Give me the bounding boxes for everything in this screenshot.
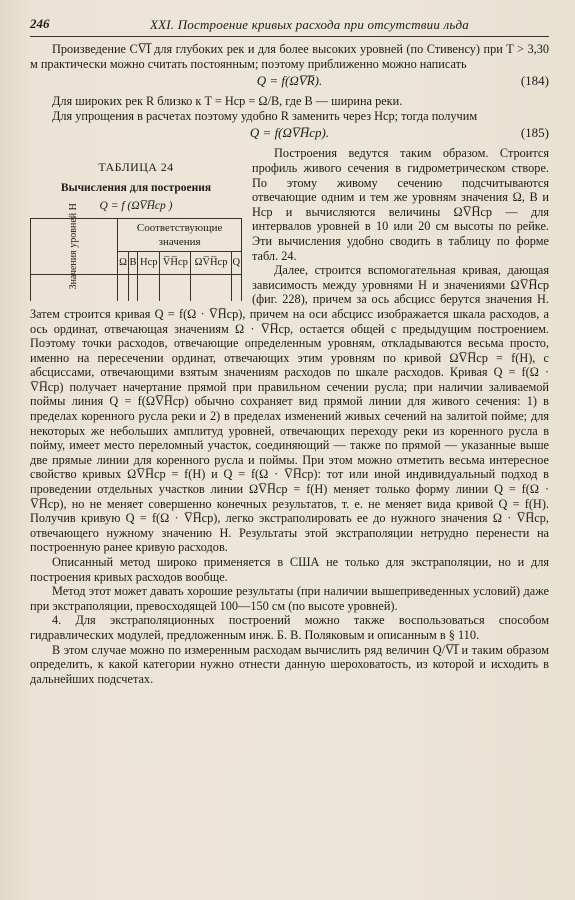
paragraph-9: В этом случае можно по измеренным расходам вычислить ряд величин Q/V̅I̅ и таким образом определить, к какой категории нужно отнести данную шероховатость, из которой и исходить в дальнейших подсчетах.: [30, 642, 549, 686]
paragraph-2: Для широких рек R близко к T = Hср = Ω/B, где B — ширина реки.: [52, 94, 403, 109]
col-header-b: B: [128, 252, 138, 275]
col-header-sqrt-hsr: V̅H̅ср: [160, 252, 191, 275]
empty-cell: [191, 275, 231, 302]
table-24: [30, 160, 242, 301]
equation-185: [30, 124, 549, 144]
empty-cell: [118, 275, 128, 302]
empty-cell: [138, 275, 160, 302]
col-header-omega: Ω: [118, 252, 128, 275]
row-header-text: Значения уровней H: [67, 203, 79, 290]
equation-185-number: (185): [520, 125, 549, 141]
table-empty-row: [31, 275, 242, 302]
empty-cell: [231, 275, 241, 302]
paragraph-6: Описанный метод широко применяется в США не только для экстраполяции, но и для построения кривых расходов вообще.: [30, 555, 549, 584]
row-header-cell: [31, 203, 118, 290]
paragraph-4: Построения ведутся таким образом. Строится профиль живого сечения в гидрометрическом створе. По этому живому сечению подсчитываются отвечающие одним и тем же уровням значения Ω, B и Hср и вычисляются величины ΩV̅H̅ср — для интервалов уровней в 10 или 20 см высоты по рейке. Эти вычисления удобно сводить в таблицу по форме табл. 24.: [252, 146, 549, 263]
table-label: ТАБЛИЦА 24: [98, 160, 174, 175]
empty-cell: [160, 275, 191, 302]
empty-cell: [128, 275, 138, 302]
running-title: XXI. Построение кривых расхода при отсутствии льда: [150, 17, 469, 32]
page-number: 246: [30, 16, 50, 31]
table-caption: Вычисления для построения: [60, 181, 212, 194]
equation-184: [30, 72, 549, 92]
equation-184-number: (184): [520, 73, 549, 89]
page-body: [30, 42, 549, 686]
equation-184-formula: Q = f(ΩV̅R̅).: [256, 73, 323, 89]
col-header-q: Q: [231, 252, 241, 275]
col-header-hsr: Hср: [138, 252, 160, 275]
col-header-omega-sqrt-hsr: ΩV̅H̅ср: [191, 252, 231, 275]
group-header: Соответствующие значения: [118, 219, 242, 252]
paragraph-5: Далее, строится вспомогательная кривая, дающая зависимость между уровнями H и значениями ΩV̅H̅ср (фиг. 228), причем за ось абсцисс берутся значения H. Затем строится кривая Q = f(Ω · V̅H̅ср), причем на оси абсцисс изображается шкала расходов, а ось ординат, отвечающая значениям Ω · V̅H̅ср, остается общей с предыдущим построением. Поэтому точки расходов, отвечающие определенным уровням, откладываются весьма просто, именно на пересечении ординат, отвечающих этим уровням по кривой ΩV̅H̅ср = f(H), с абсциссами, отвечающими взятым значениям расходов по шкале расходов. Кривая Q = f(Ω · V̅H̅ср) получает начертание прямой при правильном сечении русла; при наличии заливаемой поймы линия Q = f(ΩV̅H̅ср) обычно сохраняет вид прямой линии для живого сечения: 1) в пределах коренного русла реки и 2) в пределах изменений живых сечений на залитой пойме; для некоторых же небольших амплитуд уровней, отвечающих переходу реки из коренного русла в пойму, имеет место переломный участок, соединяющий — также по прямой — указанные выше две прямые линии для коренного русла и поймы. При этом можно отметить весьма интересное свойство кривых ΩV̅H̅ср = f(H) и Q = f(Ω · V̅H̅ср): тот или иной индивидуальный подход в проведении отдельных участков линии ΩV̅H̅ср = f(H) меняет только форму линии Q = f(Ω · V̅H̅ср), но не меняет совершенно конечных результатов, т. е. не меняет вида кривой Q = f(H). Получив кривую Q = f(Ω · V̅H̅ср), легко экстраполировать ее до нужного значения Ω · V̅H̅ср, отвечающего нужному значению H. Результаты этой экстраполяции нетрудно перенести на построенную ранее кривую расходов.: [30, 263, 549, 555]
table-formula: Q = f (ΩV̅H̅ср ): [99, 199, 173, 212]
paragraph-8: 4. Для экстраполяционных построений можно также воспользоваться способом гидравлических модулей, предложенным инж. Б. В. Поляковым и описанным в § 110.: [30, 613, 549, 642]
paragraph-3: Для упрощения в расчетах поэтому удобно R заменить через Hср; тогда получим: [52, 108, 478, 123]
equation-185-formula: Q = f(ΩV̅H̅ср).: [249, 125, 330, 141]
paragraph-1: Произведение CV̅I̅ для глубоких рек и для более высоких уровней (по Стивенсу) при T > 3,30 м практически можно считать постоянным; поэтому приближенно можно написать: [30, 42, 549, 71]
paragraph-7: Метод этот может давать хорошие результаты (при наличии вышеприведенных условий) даже при экстраполяции, превосходящей 100—150 см (по высоте уровней).: [30, 584, 549, 613]
running-header: [30, 14, 549, 37]
